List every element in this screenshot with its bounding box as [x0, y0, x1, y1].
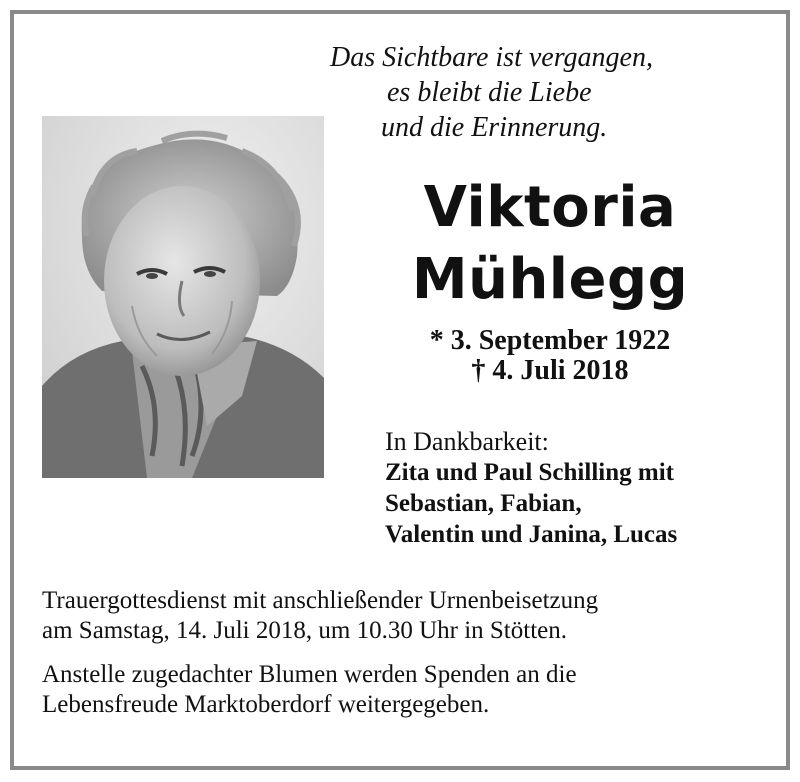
birth-date: * 3. September 1922 [429, 325, 671, 356]
death-date: † 4. Juli 2018 [471, 355, 629, 386]
mourner-line: Sebastian, Fabian, [385, 490, 582, 517]
portrait-photo [42, 116, 324, 478]
last-name: Mühlegg [411, 247, 689, 312]
quote-line-2: es bleibt die Liebe [387, 77, 592, 108]
donation-line-1: Anstelle zugedachter Blumen werden Spenden an die [42, 661, 577, 688]
quote-line-3: und die Erinnerung. [381, 112, 608, 143]
portrait-illustration [42, 116, 324, 478]
memorial-quote [330, 40, 750, 145]
service-info [42, 586, 762, 720]
mourners-list [385, 457, 785, 550]
quote-line-1: Das Sichtbare ist vergangen, [330, 42, 653, 73]
service-line-1: Trauergottesdienst mit anschließender Urnenbeisetzung [42, 587, 599, 614]
mourner-line: Zita und Paul Schilling mit [385, 459, 674, 486]
thanks-intro: In Dankbarkeit: [385, 427, 549, 456]
donation-line-2: Lebensfreude Marktoberdorf weitergegeben. [42, 691, 490, 718]
life-dates [340, 326, 760, 386]
deceased-name [340, 172, 760, 316]
first-name: Viktoria [423, 175, 677, 240]
service-line-2: am Samstag, 14. Juli 2018, um 10.30 Uhr in Stötten. [42, 617, 567, 644]
mourner-line: Valentin und Janina, Lucas [385, 521, 678, 548]
